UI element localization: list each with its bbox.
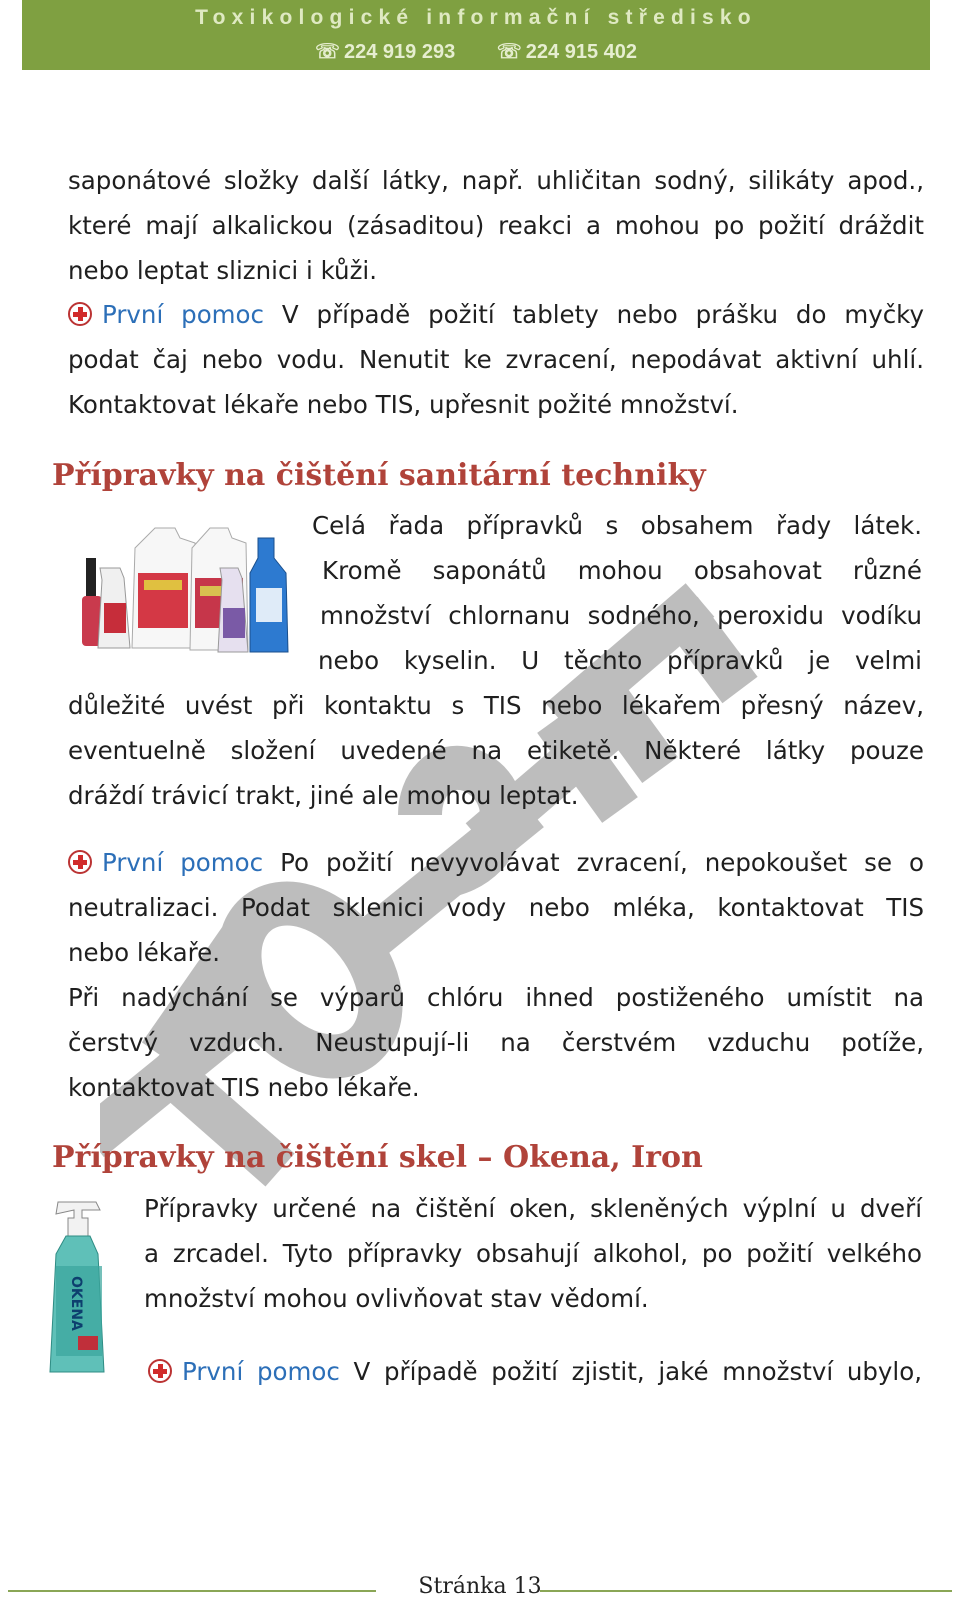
first-aid-label: První pomoc xyxy=(182,1357,340,1386)
phone-icon: ☏ xyxy=(496,41,522,63)
cleaning-products-image xyxy=(80,518,300,658)
text-line: důležité uvést při kontaktu s TIS nebo lékařem přesný název, xyxy=(68,691,924,720)
page-number: Stránka 13 xyxy=(418,1574,542,1599)
text-line: neutralizaci. Podat sklenici vody nebo mléka, kontaktovat TIS xyxy=(68,893,924,922)
text-line: čerstvý vzduch. Neustupují-li na čerstvém vzduchu potíže, xyxy=(68,1028,924,1057)
header-title: Toxikologické informační středisko xyxy=(195,6,757,29)
text-line: nebo lékaře. xyxy=(68,938,220,967)
text-line: saponátové složky další látky, např. uhličitan sodný, silikáty apod., xyxy=(68,166,924,195)
text-line: množství mohou ovlivňovat stav vědomí. xyxy=(144,1284,649,1313)
text-line: Celá řada přípravků s obsahem řady látek. xyxy=(312,511,922,540)
text-line: nebo kyselin. U těchto přípravků je velmi xyxy=(318,646,922,675)
text-line: První pomoc Po požití nevyvolávat zvracení, nepokoušet se o xyxy=(68,840,924,885)
text-line: Kontaktovat lékaře nebo TIS, upřesnit požité množství. xyxy=(68,390,739,419)
text-line: které mají alkalickou (zásaditou) reakci a mohou po požití dráždit xyxy=(68,211,924,240)
text-line: První pomoc V případě požití tablety nebo prášku do myčky xyxy=(68,292,924,337)
inhalation-text xyxy=(68,975,924,1110)
sanitary-wrapped-text xyxy=(312,503,922,548)
text-line: Při nadýchání se výparů chlóru ihned postiženého umístit na xyxy=(68,983,924,1012)
text-line: Kromě saponátů mohou obsahovat různé xyxy=(322,556,922,585)
paragraph-alkaline xyxy=(68,158,924,293)
text-line: množství chlornanu sodného, peroxidu vodíku xyxy=(320,601,922,630)
text-line: eventuelně složení uvedené na etiketě. Některé látky pouze xyxy=(68,736,924,765)
header-phones xyxy=(22,39,930,64)
phone-number-1: ☏ 224 919 293 xyxy=(314,41,456,63)
glass-text xyxy=(144,1186,922,1321)
first-aid-dishwasher xyxy=(68,292,924,427)
phone-number-2: ☏ 224 915 402 xyxy=(496,41,638,63)
text-line: nebo leptat sliznici i kůži. xyxy=(68,256,378,285)
first-aid-label: První pomoc xyxy=(102,300,265,329)
okena-brand-text: OKENA xyxy=(68,1276,84,1331)
first-aid-label: První pomoc xyxy=(102,848,264,877)
header-banner xyxy=(22,0,930,70)
first-aid-cross-icon xyxy=(148,1359,172,1383)
text-line: podat čaj nebo vodu. Nenutit ke zvracení, nepodávat aktivní uhlí. xyxy=(68,345,924,374)
sanitary-wrapped-text xyxy=(322,548,922,593)
first-aid-glass xyxy=(148,1349,922,1394)
text-line: kontaktovat TIS nebo lékaře. xyxy=(68,1073,420,1102)
sanitary-wrapped-text xyxy=(320,593,922,638)
sanitary-wrapped-text xyxy=(318,638,922,683)
text-line: První pomoc V případě požití zjistit, jaké množství ubylo, xyxy=(148,1349,922,1394)
section-heading-glass: Přípravky na čištění skel – Okena, Iron xyxy=(52,1140,703,1175)
text-line: a zrcadel. Tyto přípravky obsahují alkohol, po požití velkého xyxy=(144,1239,922,1268)
first-aid-cross-icon xyxy=(68,302,92,326)
phone-icon: ☏ xyxy=(314,41,340,63)
first-aid-sanitary xyxy=(68,840,924,975)
section-heading-sanitary: Přípravky na čištění sanitární techniky xyxy=(52,458,706,493)
text-line: Přípravky určené na čištění oken, skleněných výplní u dveří xyxy=(144,1194,922,1223)
first-aid-cross-icon xyxy=(68,850,92,874)
sanitary-full-text xyxy=(68,683,924,818)
text-line: dráždí trávicí trakt, jiné ale mohou leptat. xyxy=(68,781,579,810)
page-footer xyxy=(0,1574,960,1602)
okena-bottle-image xyxy=(38,1196,118,1378)
